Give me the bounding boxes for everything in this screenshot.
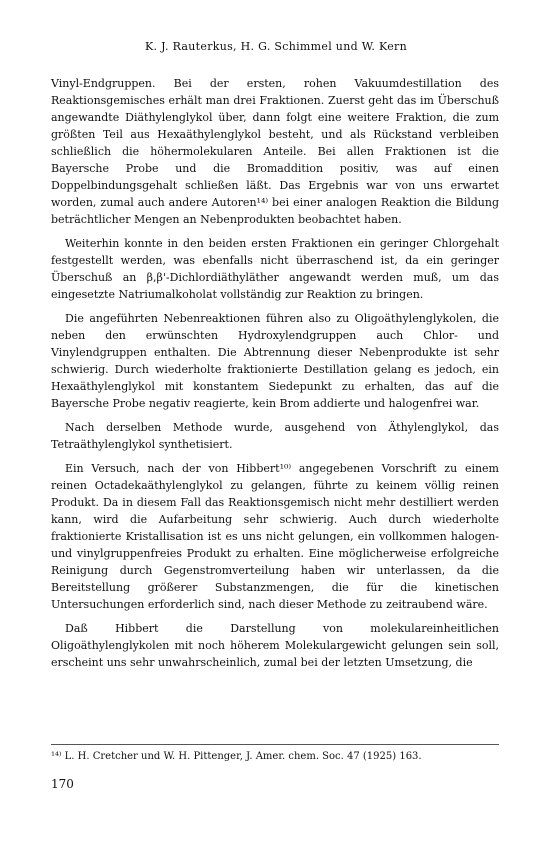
footnote-divider (51, 744, 499, 745)
paragraph: Daß Hibbert die Darstellung von molekulareinheitlichen Oligoäthylenglykolen mit noch höherem Molekulargewicht gelungen sein soll, erscheint uns sehr unwahrscheinlich, zumal bei der letzten Umsetzung, die (51, 622, 499, 669)
paragraph: Ein Versuch, nach der von Hibbert¹⁰⁾ angegebenen Vorschrift zu einem reinen Octadekaäthylenglykol zu gelangen, führte zu keinem völlig reinen Produkt. Da in diesem Fall das Reaktionsgemisch nicht mehr destilliert werden kann, wird die Aufarbeitung sehr schwierig. Auch durch wiederholte fraktionierte Kristallisation ist es uns nicht gelungen, ein vollkommen halogen- und vinylgruppenfreies Produkt zu erhalten. Eine möglicherweise erfolgreiche Reinigung durch Gegenstromverteilung haben wir unterlassen, da die Bereitstellung größerer Substanzmengen, die für die kinetischen Untersuchungen erforderlich sind, nach dieser Methode zu zeitraubend wäre. (51, 462, 499, 611)
running-header: K. J. Rauterkus, H. G. Schimmel und W. Kern (145, 40, 407, 53)
paragraph: Nach derselben Methode wurde, ausgehend von Äthylenglykol, das Tetraäthylenglykol synthetisiert. (51, 421, 499, 451)
paragraph: Vinyl-Endgruppen. Bei der ersten, rohen Vakuumdestillation des Reaktionsgemisches erhält man drei Fraktionen. Zuerst geht das im Überschuß angewandte Diäthylenglykol über, dann folgt eine weitere Fraktion, die zum größten Teil aus Hexaäthylenglykol besteht, und als Rückstand verbleiben schließlich die höhermolekularen Anteile. Bei allen Fraktionen ist die Bayersche Probe und die Bromaddition positiv, was auf einen Doppelbindungsgehalt schließen läßt. Das Ergebnis war von uns erwartet worden, zumal auch andere Autoren¹⁴⁾ bei einer analogen Reaktion die Bildung beträchtlicher Mengen an Nebenprodukten beobachtet haben. (51, 77, 499, 226)
paragraph: Weiterhin konnte in den beiden ersten Fraktionen ein geringer Chlorgehalt festgestellt werden, was ebenfalls nicht überraschend ist, da ein geringer Überschuß an β,β'-Dichlordiäthyläther angewandt werden muß, um das eingesetzte Natriumalkoholat vollständig zur Reaktion zu bringen. (51, 237, 499, 301)
paragraph: Die angeführten Nebenreaktionen führen also zu Oligoäthylenglykolen, die neben den erwünschten Hydroxylendgruppen auch Chlor- und Vinylendgruppen enthalten. Die Abtrennung dieser Nebenprodukte ist sehr schwierig. Durch wiederholte fraktionierte Destillation gelang es jedoch, ein Hexaäthylenglykol mit konstantem Siedepunkt zu erhalten, das auf die Bayersche Probe negativ reagierte, kein Brom addierte und halogenfrei war. (51, 312, 499, 410)
footnote: ¹⁴⁾ L. H. Cretcher und W. H. Pittenger, J. Amer. chem. Soc. 47 (1925) 163. (51, 751, 422, 762)
page-number: 170 (51, 777, 74, 791)
body-text (51, 75, 499, 678)
